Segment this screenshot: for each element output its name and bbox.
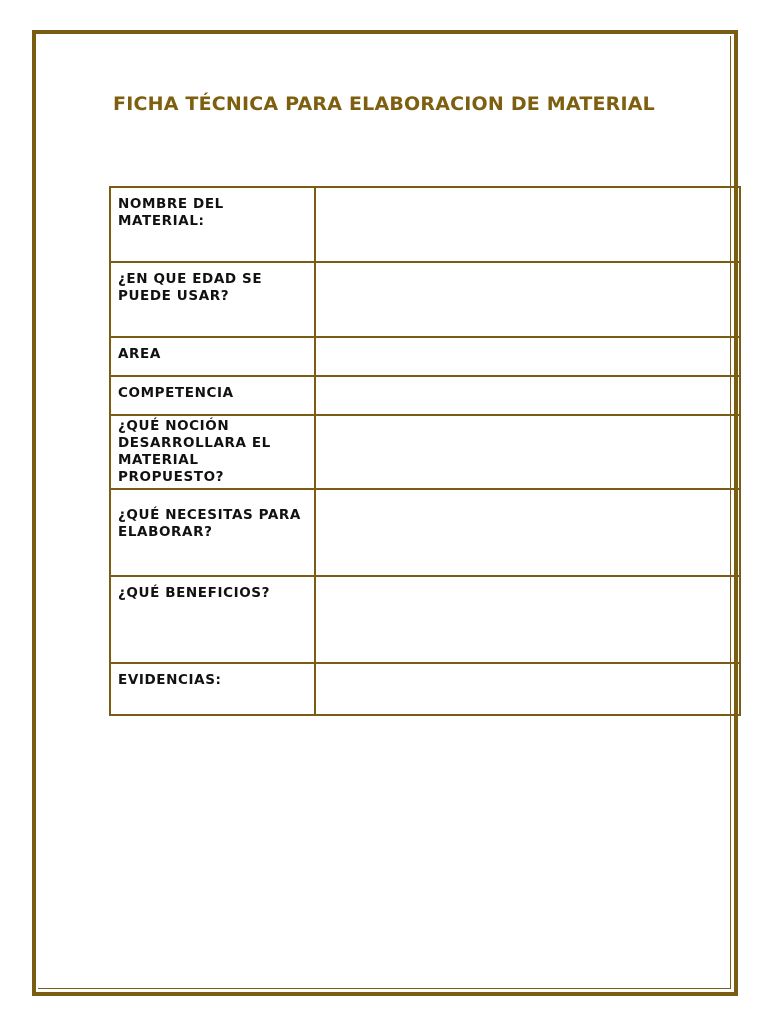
row-value-needs[interactable] bbox=[315, 489, 740, 576]
row-label-material-name: NOMBRE DEL MATERIAL: bbox=[110, 187, 315, 262]
row-value-age[interactable] bbox=[315, 262, 740, 337]
row-label-notion: ¿QUÉ NOCIÓN DESARROLLARA EL MATERIAL PROPUESTO? bbox=[110, 415, 315, 489]
row-value-notion[interactable] bbox=[315, 415, 740, 489]
row-value-area[interactable] bbox=[315, 337, 740, 376]
row-label-competence: COMPETENCIA bbox=[110, 376, 315, 415]
row-label-area: AREA bbox=[110, 337, 315, 376]
row-value-competence[interactable] bbox=[315, 376, 740, 415]
row-label-benefits: ¿QUÉ BENEFICIOS? bbox=[110, 576, 315, 663]
table-row bbox=[110, 663, 740, 715]
row-value-material-name[interactable] bbox=[315, 187, 740, 262]
row-label-needs: ¿QUÉ NECESITAS PARA ELABORAR? bbox=[110, 489, 315, 576]
technical-sheet-table bbox=[109, 186, 741, 716]
table-row bbox=[110, 576, 740, 663]
row-label-age: ¿EN QUE EDAD SE PUEDE USAR? bbox=[110, 262, 315, 337]
table-row bbox=[110, 415, 740, 489]
row-label-evidence: EVIDENCIAS: bbox=[110, 663, 315, 715]
document-title: FICHA TÉCNICA PARA ELABORACION DE MATERIAL bbox=[113, 93, 655, 115]
table-row bbox=[110, 489, 740, 576]
row-value-benefits[interactable] bbox=[315, 576, 740, 663]
table-row bbox=[110, 337, 740, 376]
table-row bbox=[110, 262, 740, 337]
table-row bbox=[110, 187, 740, 262]
table-row bbox=[110, 376, 740, 415]
row-value-evidence[interactable] bbox=[315, 663, 740, 715]
